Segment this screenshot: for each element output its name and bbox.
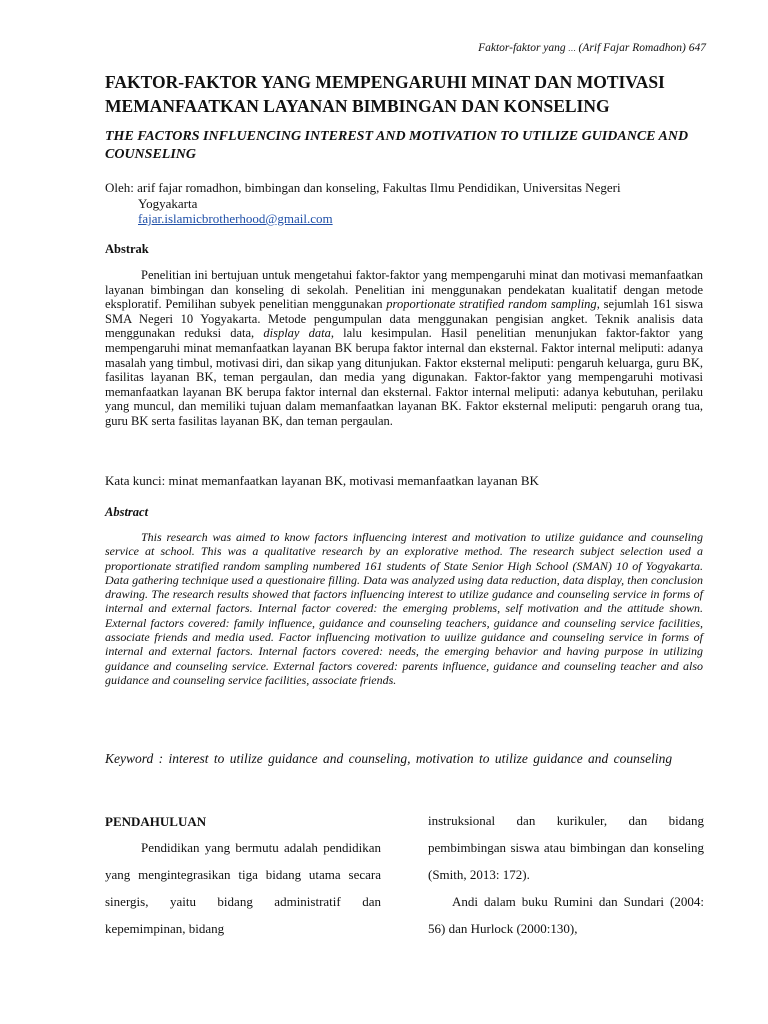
author-reference: (Arif Fajar Romadhon) <box>578 42 686 54</box>
abstrak-text-2: , sejumlah 161 siswa SMA Negeri 10 Yogyakarta. Metode pengumpulan data menggunakan pengisian angket. Teknik analisis data menggunakan reduksi data, <box>105 297 703 341</box>
right-paragraph-1: instruksional dan kurikuler, dan bidang pembimbingan siswa atau bimbingan dan konseling (Smith, 2013: 172). <box>428 813 704 882</box>
abstrak-italic-1: proportionate stratified random sampling <box>386 297 597 312</box>
abstrak-text-3: , lalu kesimpulan. Hasil penelitian menunjukan faktor-faktor yang mempengaruhi minat memanfaatkan layanan BK berupa faktor internal dan eksternal. Faktor internal meliputi: adanya masalah yang timbul, motivasi diri, dan sikap yang ditunjukan. Faktor eksternal meliputi: pengaruh keluarga, guru BK, fasilitas layanan BK, teman pergaulan, dan media yang digunakan. Faktor-faktor yang mempengaruhi motivasi memanfaatkan layanan BK berupa faktor internal dan eksternal. Faktor internal meliputi: adanya kebutuhan, perilaku yang muncul, dan memiliki tujuan dalam memanfaatkan layanan BK. Faktor eksternal meliputi: pengaruh orang tua, guru BK serta fasilitas layanan BK, dan teman pergaulan. <box>105 326 703 428</box>
pendahuluan-heading: PENDAHULUAN <box>105 814 207 829</box>
abstrak-paragraph <box>105 268 703 429</box>
kata-kunci: Kata kunci: minat memanfaatkan layanan BK, motivasi memanfaatkan layanan BK <box>105 473 539 488</box>
pendahuluan-right-column <box>428 807 704 942</box>
abstract-heading: Abstract <box>105 505 149 519</box>
abstrak-text-1: Penelitian ini bertujuan untuk mengetahui faktor-faktor yang mempengaruhi minat dan motivasi memanfaatkan layanan bimbingan dan konseling di sekolah. Penelitian ini menggunakan pendekatan kualitatif dengan metode eksploratif. Pemilihan subyek penelitian menggunakan <box>105 268 703 312</box>
author-email-link[interactable]: fajar.islamicbrotherhood@gmail.com <box>138 211 333 226</box>
author-line: Oleh: arif fajar romadhon, bimbingan dan konseling, Fakultas Ilmu Pendidikan, Universitas Negeri <box>105 180 621 195</box>
abstrak-italic-2: display data <box>263 326 331 341</box>
abstrak-heading: Abstrak <box>105 242 149 256</box>
paper-title: FAKTOR-FAKTOR YANG MEMPENGARUHI MINAT DAN MOTIVASI MEMANFAATKAN LAYANAN BIMBINGAN DAN KONSELING <box>105 72 665 116</box>
running-header <box>478 42 706 54</box>
running-title: Faktor-faktor yang <box>478 42 566 54</box>
pendahuluan-left-column: Pendidikan yang bermutu adalah pendidikan yang mengintegrasikan tiga bidang utama secara sinergis, yaitu bidang administratif dan kepemimpinan, bidang <box>105 840 381 936</box>
author-affiliation-city: Yogyakarta <box>138 195 198 211</box>
author-block <box>105 180 725 227</box>
ellipsis: … <box>568 44 576 53</box>
keyword-line: Keyword : interest to utilize guidance and counseling, motivation to utilize guidance and counseling <box>105 751 673 766</box>
abstract-paragraph: This research was aimed to know factors influencing interest and motivation to utilize guidance and counseling service at school. This was a qualitative research by an explorative method. The research subject selection used a proportionate stratified random sampling numbered 161 students of State Senior High School (SMAN) 10 of Yogyakarta. Data gathering technique used a questionaire filling. Data was analyzed using data reduction, data display, then conclusion drawing. The research results showed that factors influencing interest to utilize gudance and counseling service in forms of internal and external factors. Internal factor covered: the emerging problems, self motivation and the attitude shown. External factors covered: family influence, guidance and counseling teachers, guidance and counseling service facilities, associate friends and media used. Factor influencing motivation to uuilize guidance and counseling service in forms of internal and external factors. Internal factors covered: needs, the emerging behavior and having purpose in utilizing guidance and counseling service. External factors covered: parents influence, guidance and counseling teacher and also guidance and counseling service facilities, associate friends. <box>105 530 703 687</box>
page-number: 647 <box>688 42 706 54</box>
right-paragraph-2: Andi dalam buku Rumini dan Sundari (2004: 56) dan Hurlock (2000:130), <box>428 894 704 936</box>
paper-title-english: THE FACTORS INFLUENCING INTEREST AND MOTIVATION TO UTILIZE GUIDANCE AND COUNSELING <box>105 129 689 162</box>
